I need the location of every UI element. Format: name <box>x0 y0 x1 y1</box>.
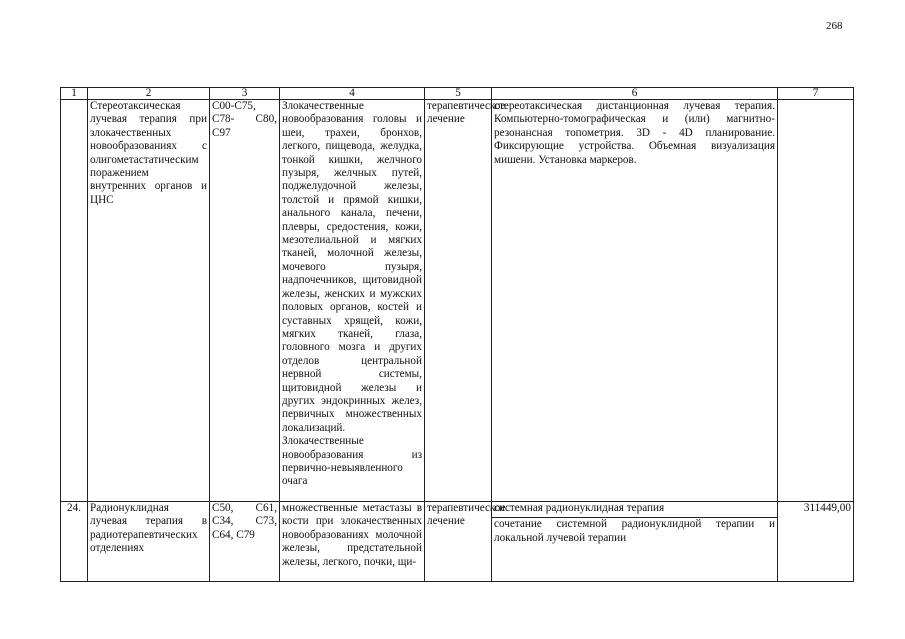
icd-codes: С00-С75, С78- С80, С97 <box>210 100 280 502</box>
page-number: 268 <box>826 20 843 32</box>
service-name: Радионуклидная лучевая терапия в радиотерапевтических отделениях <box>88 502 210 582</box>
header-cell-7: 7 <box>778 88 854 100</box>
treatment-type: терапевтическое лечение <box>425 100 492 502</box>
service-name: Стереотаксическая лучевая терапия при злокачественных новообразованиях с олигометастатическим поражением внутренних органов и ЦНС <box>88 100 210 502</box>
cost: 311449,00 <box>778 502 854 582</box>
medical-services-table <box>60 87 854 582</box>
icd-codes: С50, С61, С34, С73, С64, С79 <box>210 502 280 582</box>
header-cell-2: 2 <box>88 88 210 100</box>
header-cell-4: 4 <box>280 88 425 100</box>
row-number: 24. <box>61 502 88 582</box>
header-cell-6: 6 <box>492 88 778 100</box>
header-cell-3: 3 <box>210 88 280 100</box>
treatment-type: терапевтическое лечение <box>425 502 492 582</box>
treatment-method-item: сочетание системной радионуклидной терапии и локальной лучевой терапии <box>494 518 775 544</box>
treatment-methods <box>492 502 778 582</box>
header-cell-5: 5 <box>425 88 492 100</box>
treatment-method-item: системная радионуклидная терапия <box>494 502 665 514</box>
header-cell-1: 1 <box>61 88 88 100</box>
table-row <box>61 100 854 502</box>
diagnosis: Злокачественные новообразования головы и шеи, трахеи, бронхов, легкого, пищевода, желудка, тонкой кишки, желчного пузыря, желчных путей, поджелудочной железы, толстой и прямой кишки, анального канала, печени, плевры, средостения, кожи, мезотелиальной и мягких тканей, молочной железы, мочевого пузыря, надпочечников, щитовидной железы, женских и мужских половых органов, костей и суставных хрящей, кожи, мягких тканей, глаза, головного мозга и других отделов центральной нервной системы, щитовидной железы и других эндокринных желез, первичных множественных локализаций. Злокачественные новообразования из первично-невыявленного очага <box>280 100 425 502</box>
treatment-method: стереотаксическая дистанционная лучевая терапия. Компьютерно-томографическая и (или) магнитно-резонансная топометрия. 3D - 4D планирование. Фиксирующие устройства. Объемная визуализация мишени. Установка маркеров. <box>492 100 778 502</box>
diagnosis: множественные метастазы в кости при злокачественных новообразованиях молочной железы, предстательной железы, легкого, почки, щи- <box>280 502 425 582</box>
table-header-row <box>61 88 854 100</box>
table-row <box>61 502 854 582</box>
cost <box>778 100 854 502</box>
row-number <box>61 100 88 502</box>
